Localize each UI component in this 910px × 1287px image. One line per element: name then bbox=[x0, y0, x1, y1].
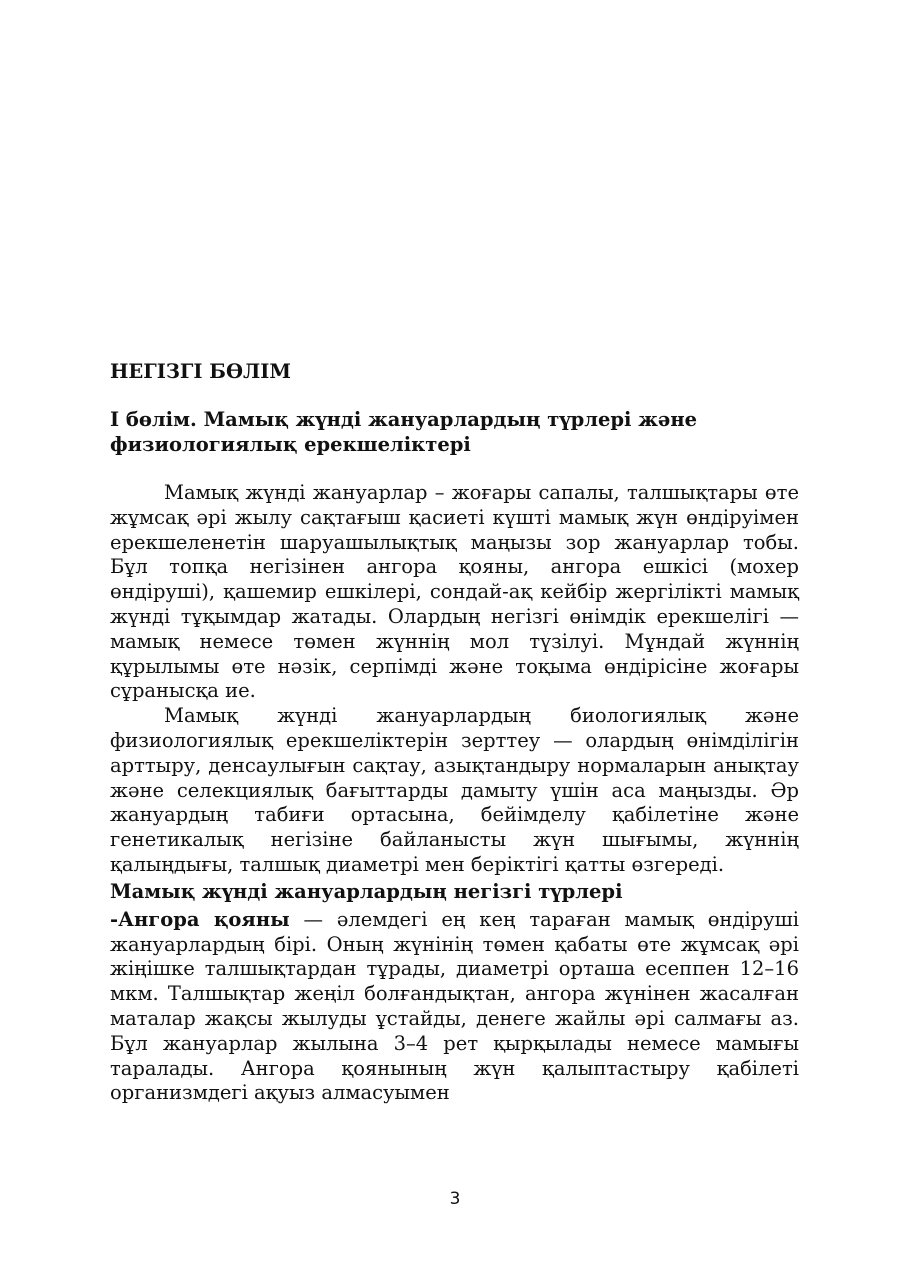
subheading-main-types: Мамық жүнді жануарлардың негізгі түрлері bbox=[110, 879, 623, 903]
chapter-title-line-2: физиологиялық ерекшеліктері bbox=[110, 433, 471, 456]
chapter-title-line-1: I бөлім. Мамық жүнді жануарлардың түрлері және bbox=[110, 408, 698, 431]
section-title: НЕГІЗГІ БӨЛІМ bbox=[110, 360, 291, 383]
page-content bbox=[110, 357, 799, 1106]
body-paragraph-1: Мамық жүнді жануарлар – жоғары сапалы, талшықтары өте жұмсақ әрі жылу сақтағыш қасиеті күшті мамық жүн өндіруімен ерекшеленетін шаруашылықтық маңызы зор жануарлар тобы. Бұл топқа негізінен ангора қояны, ангора ешкісі (мохер өндіруші), қашемир ешкілері, сондай-ақ кейбір жергілікті мамық жүнді тұқымдар жатады. Олардың негізгі өнімдік ерекшелігі — мамық немесе төмен жүннің мол түзілуі. Мұндай жүннің құрылымы өте нәзік, серпімді және тоқыма өндірісіне жоғары сұранысқа ие. bbox=[110, 481, 799, 703]
page-number: 3 bbox=[449, 1189, 461, 1209]
angora-rabbit-paragraph bbox=[110, 908, 799, 1106]
angora-rabbit-text: — әлемдегі ең кең тараған мамық өндіруші жануарлардың бірі. Оның жүнінің төмен қабаты өте жұмсақ әрі жіңішке талшықтардан тұрады, диаметрі орташа есеппен 12–16 мкм. Талшықтар жеңіл болғандықтан, ангора жүнінен жасалған маталар жақсы жылуды ұстайды, денеге жайлы әрі салмағы аз. Бұл жануарлар жылына 3–4 рет қырқылады немесе мамығы таралады. Ангора қоянының жүн қалыптастыру қабілеті организмдегі ақуыз алмасуымен bbox=[110, 907, 799, 1105]
chapter-title bbox=[110, 407, 799, 457]
angora-rabbit-term: -Ангора қояны bbox=[110, 907, 290, 931]
body-paragraph-2: Мамық жүнді жануарлардың биологиялық және физиологиялық ерекшеліктерін зерттеу — олардың өнімділігін арттыру, денсаулығын сақтау, азықтандыру нормаларын анықтау және селекциялық бағыттарды дамыту үшін аса маңызды. Әр жануардың табиғи ортасына, бейімделу қабілетіне және генетикалық негізіне байланысты жүн шығымы, жүннің қалыңдығы, талшық диаметрі мен беріктігі қатты өзгереді. bbox=[110, 704, 799, 876]
